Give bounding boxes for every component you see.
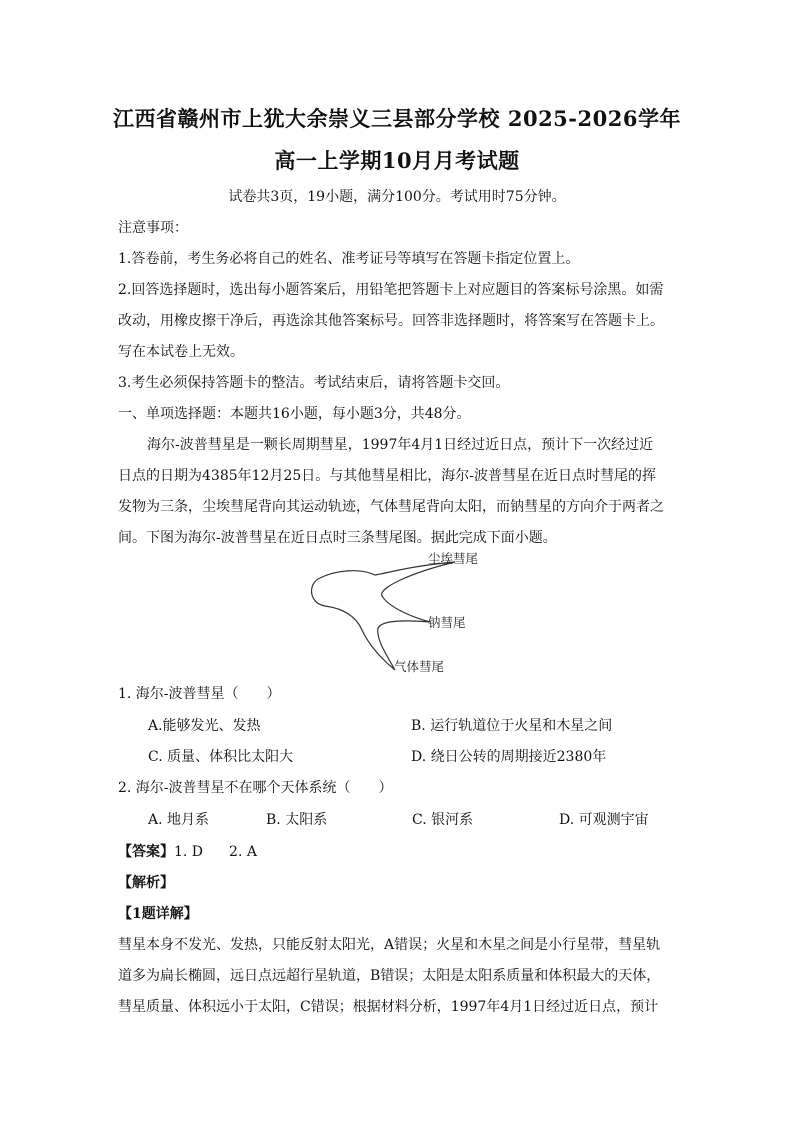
explanation-line: 彗星质量、体积远小于太阳，C错误；根据材料分析，1997年4月1日经过近日点，预计: [118, 999, 659, 1015]
passage-line: 海尔-波普彗星是一颗长周期彗星，1997年4月1日经过近日点，预计下一次经过近: [147, 437, 654, 453]
notice-line: 3.考生必须保持答题卡的整洁。考试结束后，请将答题卡交回。: [118, 375, 510, 391]
answer-line: [118, 842, 678, 862]
notice-heading: 注意事项：: [118, 220, 188, 236]
detail-label: 【1题详解】: [118, 906, 198, 922]
explanation-line: 道多为扁长椭圆，远日点远超行星轨道，B错误；太阳是太阳系质量和体积最大的天体，: [118, 968, 661, 984]
notice-line: 1.答卷前，考生务必将自己的姓名、准考证号等填写在答题卡指定位置上。: [118, 251, 580, 267]
comet-tails-figure: [300, 548, 500, 680]
q1-option-a: A.能够发光、发热: [148, 718, 261, 734]
notice-line: 改动，用橡皮擦干净后，再选涂其他答案标号。回答非选择题时，将答案写在答题卡上。: [118, 313, 664, 329]
exam-subtitle: 试卷共3页，19小题，满分100分。考试用时75分钟。: [228, 189, 566, 205]
explanation-line: 彗星本身不发光、发热，只能反射太阳光，A错误；火星和木星之间是小行星带，彗星轨: [118, 937, 661, 953]
exam-title-line2: 高一上学期10月月考试题: [274, 148, 520, 173]
notice-line: 写在本试卷上无效。: [118, 344, 244, 360]
section-heading: 一、单项选择题：本题共16小题，每小题3分，共48分。: [118, 406, 471, 422]
q1-option-d: D. 绕日公转的周期接近2380年: [411, 749, 607, 765]
question-1-stem: 1. 海尔-波普彗星（ ）: [118, 686, 281, 702]
passage-line: 日点的日期为4385年12月25日。与其他彗星相比，海尔-波普彗星在近日点时彗尾的挥: [118, 468, 656, 484]
answer-q2: 2. A: [229, 844, 257, 860]
q1-option-b: B. 运行轨道位于火星和木星之间: [411, 718, 613, 734]
notice-line: 2.回答选择题时，选出每小题答案后，用铅笔把答题卡上对应题目的答案标号涂黑。如需: [118, 282, 664, 298]
passage-line: 发物为三条，尘埃彗尾背向其运动轨迹，气体彗尾背向太阳，而钠彗星的方向介于两者之: [118, 499, 664, 515]
q2-option-b: B. 太阳系: [266, 812, 328, 828]
q2-option-a: A. 地月系: [148, 812, 210, 828]
answer-q1: 1. D: [174, 844, 204, 860]
q1-option-c: C. 质量、体积比太阳大: [148, 749, 294, 765]
q2-option-d: D. 可观测宇宙: [559, 812, 649, 828]
question-2-stem: 2. 海尔-波普彗星不在哪个天体系统（ ）: [118, 780, 393, 796]
dust-tail-label: 尘埃彗尾: [428, 551, 479, 566]
sodium-tail-label: 钠彗尾: [428, 615, 466, 630]
passage-line: 间。下图为海尔-波普彗星在近日点时三条彗尾图。据此完成下面小题。: [118, 530, 557, 546]
gas-tail-label: 气体彗尾: [394, 659, 445, 674]
q2-option-c: C. 银河系: [412, 812, 474, 828]
analysis-label: 【解析】: [118, 875, 174, 891]
exam-title-line1: 江西省赣州市上犹大余崇义三县部分学校 2025-2026学年: [113, 106, 681, 131]
answer-label: 【答案】: [118, 844, 174, 860]
